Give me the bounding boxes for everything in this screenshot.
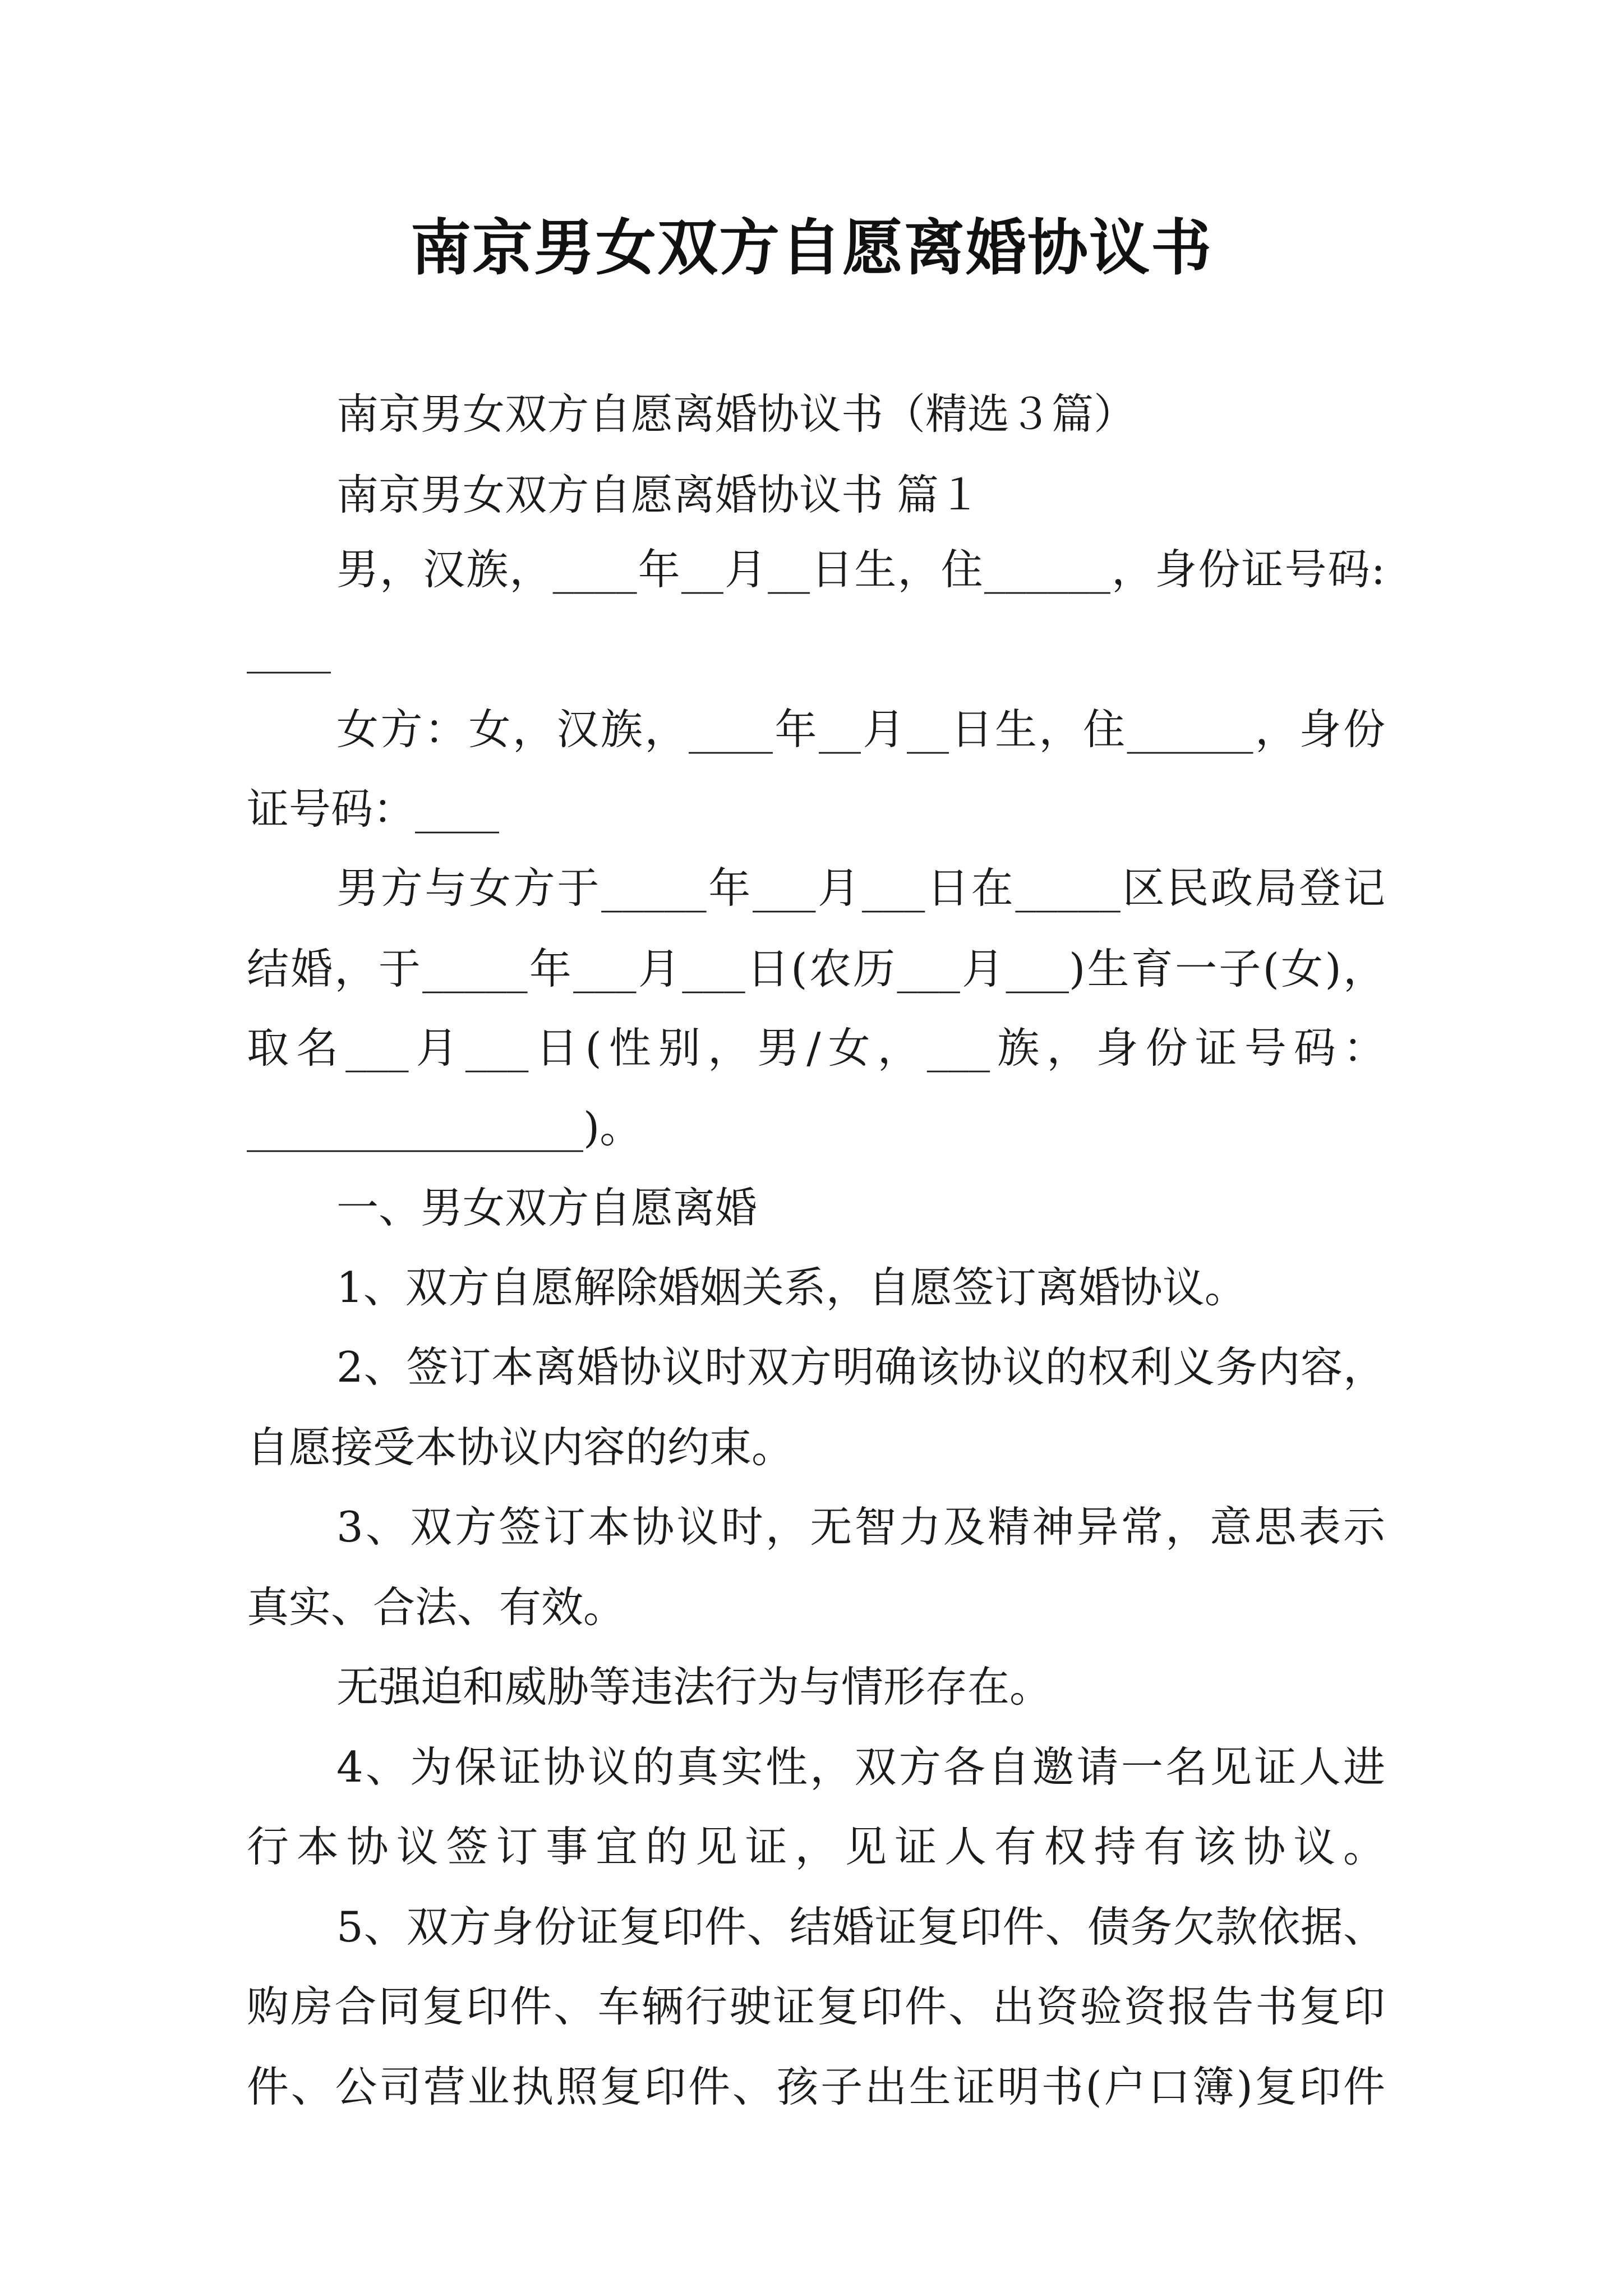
paragraph-line: ____ [247,624,331,674]
subtitle-line: 南京男女双方自愿离婚协议书（精选３篇） [336,389,1136,439]
paragraph-line: 4、为保证协议的真实性，双方各自邀请一名见证人进 [336,1742,1385,1792]
paragraph-line: 1、双方自愿解除婚姻关系，自愿签订离婚协议。 [336,1263,1247,1312]
paragraph-line: 2、签订本离婚协议时双方明确该协议的权利义务内容， [336,1342,1385,1392]
paragraph-line: 5、双方身份证复印件、结婚证复印件、债务欠款依据、 [336,1902,1385,1952]
paragraph-line: 行本协议签订事宜的见证，见证人有权持有该协议。 [247,1822,1385,1871]
paragraph-line: 取名___月___日(性别，男/女，___族，身份证号码： [247,1023,1385,1073]
paragraph-line: 无强迫和威胁等违法行为与情形存在。 [336,1662,1052,1711]
document-title: 南京男女双方自愿离婚协议书 [410,213,1212,283]
paragraph-line: 真实、合法、有效。 [247,1582,626,1632]
section-heading: 南京男女双方自愿离婚协议书 篇１ [336,470,981,519]
paragraph-line: 男方与女方于_____年___月___日在_____区民政局登记 [336,863,1385,913]
paragraph-line: 女方：女，汉族，____年__月__日生，住______，身份 [336,705,1385,754]
section-heading: 一、男女双方自愿离婚 [336,1183,758,1232]
paragraph-line: 自愿接受本协议内容的约束。 [247,1423,794,1472]
paragraph-line: ________________)。 [247,1103,642,1152]
paragraph-line: 3、双方签订本协议时，无智力及精神异常，意思表示 [336,1502,1385,1552]
paragraph-line: 结婚，于_____年___月___日(农历___月___)生育一子(女)， [247,944,1385,993]
paragraph-line: 购房合同复印件、车辆行驶证复印件、出资验资报告书复印 [247,1982,1385,2031]
paragraph-line: 件、公司营业执照复印件、孩子出生证明书(户口簿)复印件 [247,2062,1385,2111]
paragraph-line: 男，汉族，____年__月__日生，住______，身份证号码: [336,545,1385,594]
paragraph-line: 证号码：____ [247,784,500,834]
